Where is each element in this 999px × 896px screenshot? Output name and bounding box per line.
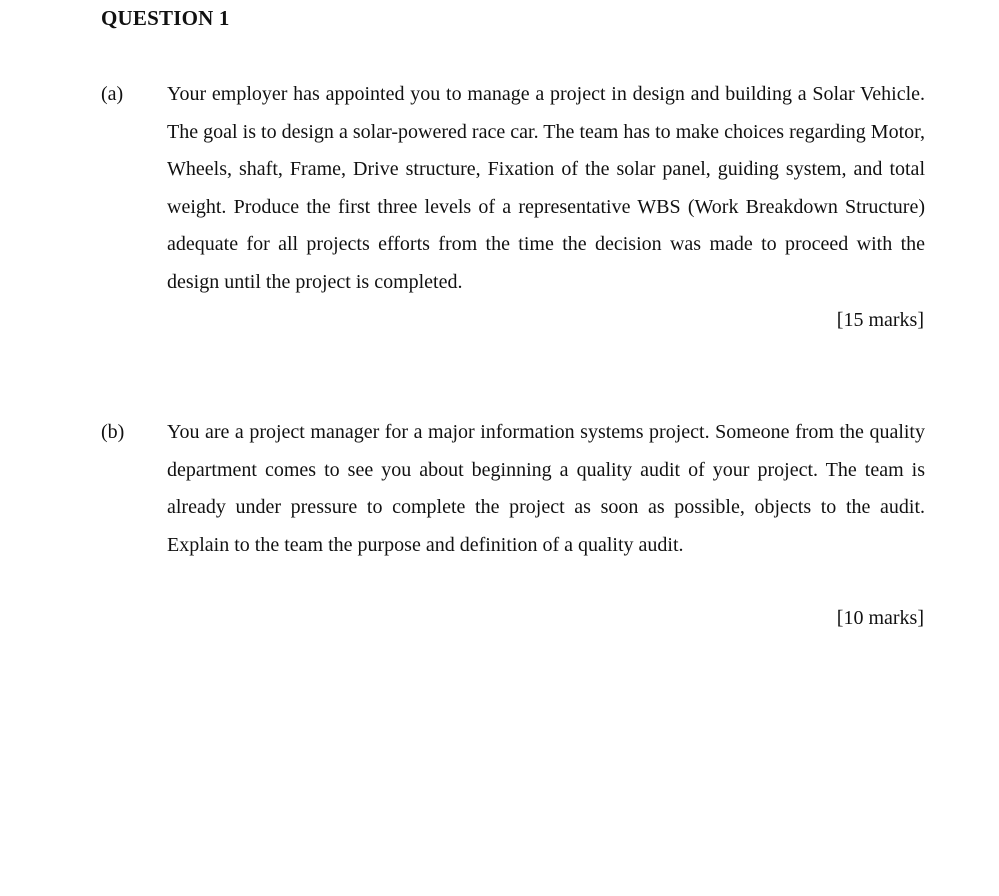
part-a-marks: [15 marks] <box>836 309 924 331</box>
part-b-text: You are a project manager for a major information systems project. Someone from the quality department comes to see you about beginning a quality audit of your project. The team is already under pressure to complete the project as soon as possible, objects to the audit. Explain to the team the purpose and definition of a quality audit. <box>167 421 925 556</box>
part-b-marks: [10 marks] <box>836 607 924 629</box>
part-a-label: (a) <box>101 83 124 105</box>
question-heading: QUESTION 1 <box>101 6 230 30</box>
part-a-text: Your employer has appointed you to manage a project in design and building a Solar Vehicle. The goal is to design a solar-powered race car. The team has to make choices regarding Motor, Wheels, shaft, Frame, Drive structure, Fixation of the solar panel, guiding system, and total weight. Produce the first three levels of a representative WBS (Work Breakdown Structure) adequate for all projects efforts from the time the decision was made to proceed with the design until the project is completed. <box>167 83 925 293</box>
part-b-label: (b) <box>101 421 125 443</box>
